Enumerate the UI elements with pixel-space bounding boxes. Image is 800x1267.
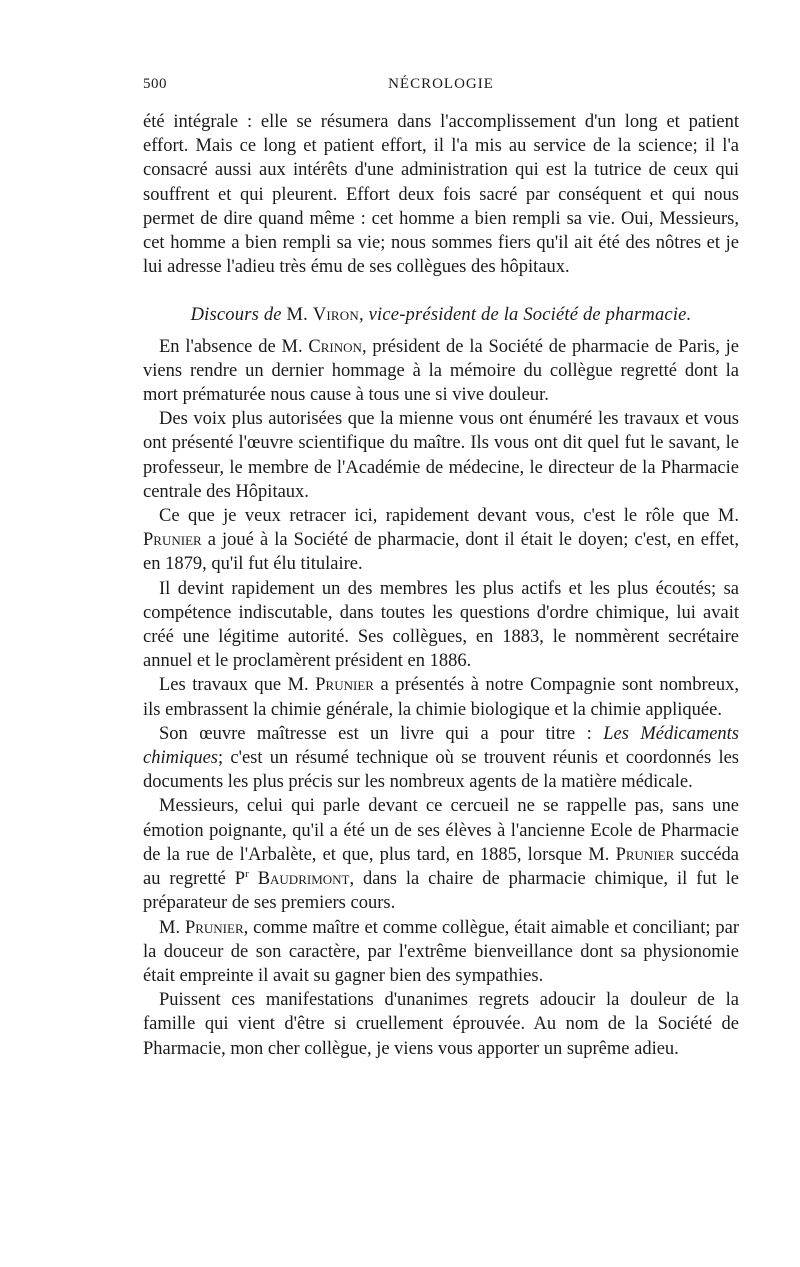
- person-name: Prunier: [184, 917, 244, 938]
- text-span: En l'absence de M.: [159, 336, 309, 357]
- person-name: Prunier: [143, 530, 202, 551]
- text-span: a présentés à notre Compagnie sont nombreux, ils embrassent la chimie générale, la chimie biologique et la chimie appliquée.: [143, 675, 739, 720]
- book-title: Les Médicaments chimiques: [143, 723, 739, 769]
- heading-speaker-name: Viron: [312, 305, 359, 326]
- text-span: Messieurs, celui qui parle devant ce cercueil ne se rappelle pas, sans une émotion poignante, qu'il a été un de ses élèves à l'ancienne Ecole de Pharmacie de la rue de l'Arbalète, et que, plus tard, en 1885, lorsque M.: [143, 796, 739, 865]
- person-name: Crinon: [308, 336, 362, 357]
- paragraph-3: Des voix plus autorisées que la mienne vous ont énuméré les travaux et vous ont présenté l'œuvre scientifique du maître. Ils vous ont dit quel fut le savant, le professeur, le membre de l'Académie de médecine, le directeur de la Pharmacie centrale des Hôpitaux.: [143, 409, 739, 502]
- person-name: Prunier: [315, 675, 374, 696]
- paragraph-2: [143, 335, 739, 408]
- person-name: Prunier: [615, 844, 675, 865]
- heading-suffix: , vice-président de la Société de pharmacie.: [358, 305, 692, 326]
- heading-title-abbrev: M.: [286, 305, 313, 326]
- paragraph-1: été intégrale : elle se résumera dans l'accomplissement d'un long et patient effort. Mais ce long et patient effort, il l'a mis au service de la science; il l'a consacré aussi aux intérêts d'une administration qui est la tutrice de ceux qui souffrent et qui pleurent. Effort deux fois sacré par conséquent et qui nous permet de dire quand même : cet homme a bien rempli sa vie. Oui, Messieurs, cet homme a bien rempli sa vie; nous sommes fiers qu'il ait été des nôtres et je lui adresse l'adieu très ému de ses collègues des hôpitaux.: [143, 112, 739, 278]
- paragraph-4: [143, 504, 739, 577]
- section-heading: [143, 303, 739, 327]
- text-span: succéda au regretté P: [143, 844, 739, 890]
- body-text: [143, 110, 739, 1061]
- text-span: M.: [159, 917, 185, 938]
- page-number: 500: [143, 76, 167, 92]
- text-span: Ce que je veux retracer ici, rapidement devant vous, c'est le rôle que M.: [159, 506, 739, 527]
- paragraph-5: Il devint rapidement un des membres les plus actifs et les plus écoutés; sa compétence indiscutable, dans toutes les questions d'ordre chimique, lui avait créé une légitime autorité. Ses collègues, en 1883, le nommèrent secrétaire annuel et le proclamèrent président en 1886.: [143, 578, 739, 672]
- person-name: Baudrimont: [248, 869, 350, 890]
- text-span: , président de la Société de pharmacie de Paris, je viens rendre un dernier hommage à la mémoire du collègue regretté dont la mort prématurée nous cause à tous une si vive douleur.: [143, 336, 740, 406]
- paragraph-9: [143, 916, 739, 989]
- paragraph-7: [143, 722, 739, 795]
- text-span: a joué à la Société de pharmacie, dont il était le doyen; c'est, en effet, en 1879, qu'il fut élu titulaire.: [143, 530, 739, 575]
- superscript: r: [245, 867, 249, 880]
- text-span: Les travaux que M.: [159, 675, 316, 696]
- text-span: , dans la chaire de pharmacie chimique, il fut le préparateur de ses premiers cours.: [143, 869, 740, 914]
- text-span: ; c'est un résumé technique où se trouvent réunis et coordonnés les documents les plus précis sur les nombreux agents de la matière médicale.: [143, 748, 739, 793]
- text-span: , comme maître et comme collègue, était aimable et conciliant; par la douceur de son caractère, par l'extrême bienveillance dont sa physionomie était empreinte il avait su gagner bien des sympathies.: [143, 917, 740, 986]
- page-header: [143, 76, 739, 98]
- paragraph-6: [143, 673, 739, 721]
- heading-prefix: Discours de: [190, 305, 287, 326]
- text-span: Son œuvre maîtresse est un livre qui a pour titre :: [159, 723, 604, 744]
- paragraph-10: Puissent ces manifestations d'unanimes regrets adoucir la douleur de la famille qui vient d'être si cruellement éprouvée. Au nom de la Société de Pharmacie, mon cher collègue, je viens vous apporter un suprême adieu.: [143, 990, 739, 1059]
- paragraph-8: [143, 794, 739, 915]
- running-title: NÉCROLOGIE: [388, 76, 494, 92]
